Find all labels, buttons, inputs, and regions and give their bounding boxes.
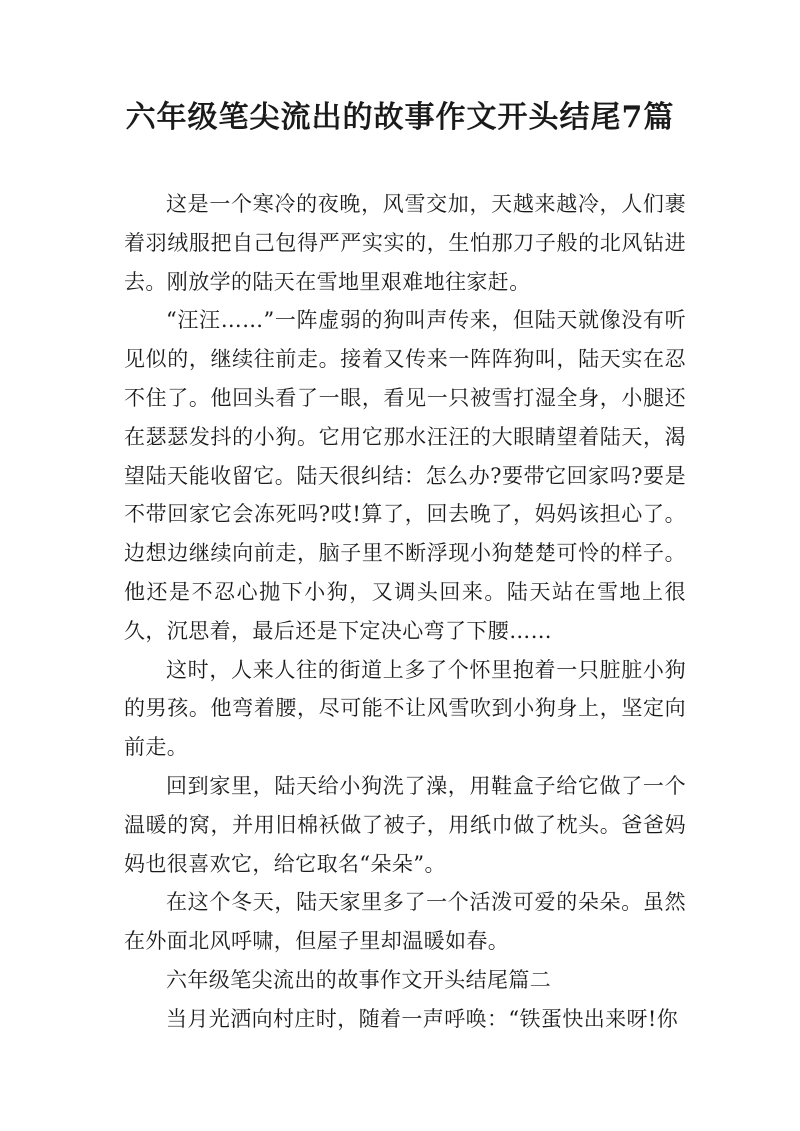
paragraph: “汪汪……”一阵虚弱的狗叫声传来，但陆天就像没有听见似的，继续往前走。接着又传来一阵阵狗叫，陆天实在忍不住了。他回头看了一眼，看见一只被雪打湿全身，小腿还在瑟瑟发抖的小狗。它用它那水汪汪的大眼睛望着陆天，渴望陆天能收留它。陆天很纠结：怎么办?要带它回家吗?要是不带回家它会冻死吗?哎!算了，回去晚了，妈妈该担心了。边想边继续向前走，脑子里不断浮现小狗楚楚可怜的样子。他还是不忍心抛下小狗，又调头回来。陆天站在雪地上很久，沉思着，最后还是下定决心弯了下腰……: [124, 308, 686, 643]
section-heading: 六年级笔尖流出的故事作文开头结尾篇二: [166, 967, 552, 992]
paragraph: 当月光洒向村庄时，随着一声呼唤：“铁蛋快出来呀!你: [166, 1006, 679, 1031]
paragraph: 在这个冬天，陆天家里多了一个活泼可爱的朵朵。虽然在外面北风呼啸，但屋子里却温暖如春。: [124, 890, 686, 954]
paragraph: 这是一个寒冷的夜晚，风雪交加，天越来越冷，人们裹着羽绒服把自己包得严严实实的，生怕那刀子般的北风钻进去。刚放学的陆天在雪地里艰难地往家赶。: [124, 192, 686, 294]
paragraph: 这时，人来人往的街道上多了个怀里抱着一只脏脏小狗的男孩。他弯着腰，尽可能不让风雪吹到小狗身上，坚定向前走。: [124, 657, 686, 760]
paragraph: 回到家里，陆天给小狗洗了澡，用鞋盒子给它做了一个温暖的窝，并用旧棉袄做了被子，用纸巾做了枕头。爸爸妈妈也很喜欢它，给它取名“朵朵”。: [124, 773, 686, 876]
document-title: 六年级笔尖流出的故事作文开头结尾7篇: [125, 100, 675, 135]
document-body: [124, 185, 686, 1039]
